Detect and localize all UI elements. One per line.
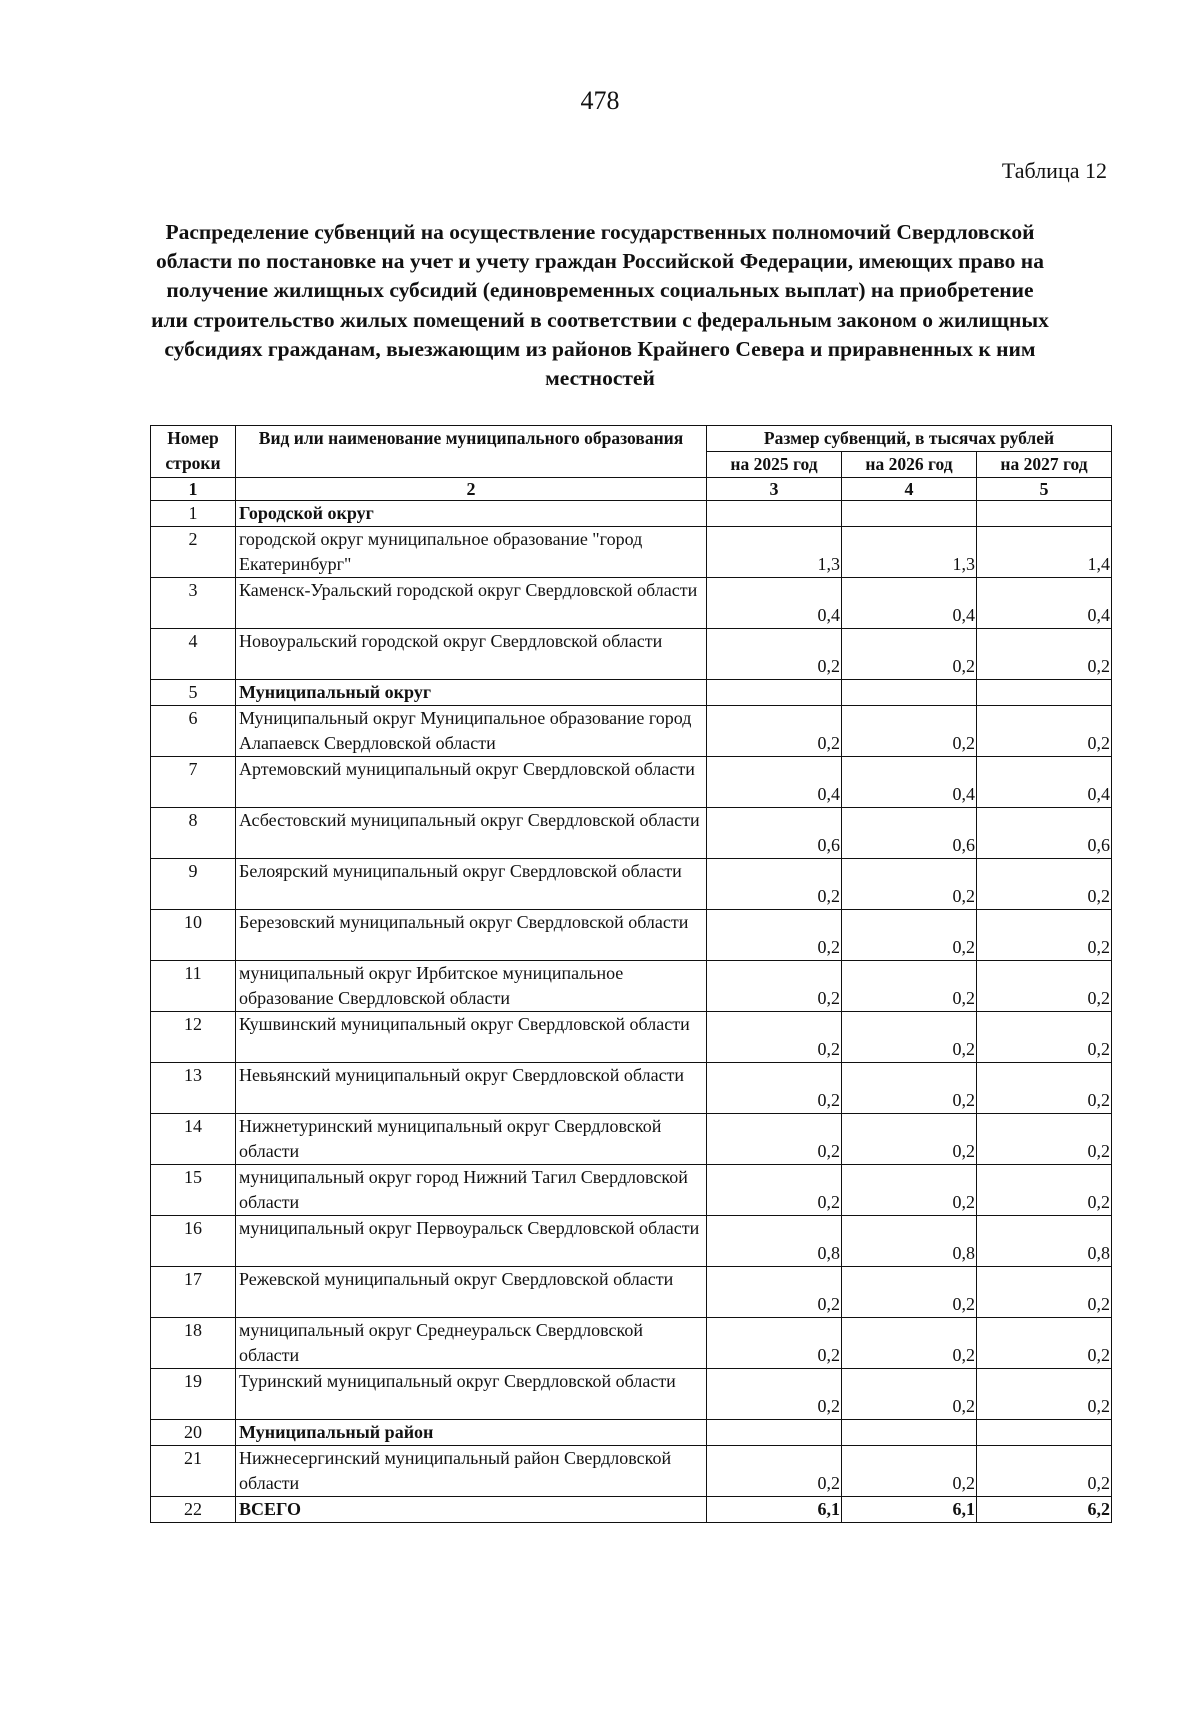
row-number: 1 <box>151 501 236 527</box>
municipality-name: Городской округ <box>236 501 707 527</box>
value-2025: 0,6 <box>707 808 842 859</box>
value-2025: 0,2 <box>707 706 842 757</box>
value-2025: 0,2 <box>707 1318 842 1369</box>
table-row <box>151 910 1112 961</box>
value-2027: 0,2 <box>977 1446 1112 1497</box>
municipality-name: Белоярский муниципальный округ Свердловской области <box>236 859 707 910</box>
row-number: 12 <box>151 1012 236 1063</box>
value-2026: 0,2 <box>842 1267 977 1318</box>
table-row <box>151 1267 1112 1318</box>
value-2027: 0,2 <box>977 1114 1112 1165</box>
header-row-number: Номер строки <box>151 426 236 478</box>
value-2025 <box>707 501 842 527</box>
row-number: 16 <box>151 1216 236 1267</box>
table-row <box>151 1012 1112 1063</box>
value-2027: 0,2 <box>977 1369 1112 1420</box>
table-row <box>151 757 1112 808</box>
table-row <box>151 808 1112 859</box>
row-number: 13 <box>151 1063 236 1114</box>
column-index-row <box>151 478 1112 501</box>
value-2026: 0,2 <box>842 1165 977 1216</box>
value-2026 <box>842 501 977 527</box>
row-number: 11 <box>151 961 236 1012</box>
value-2026: 1,3 <box>842 527 977 578</box>
value-2026: 0,2 <box>842 1114 977 1165</box>
value-2027: 0,4 <box>977 578 1112 629</box>
table-row <box>151 578 1112 629</box>
value-2025: 0,2 <box>707 1012 842 1063</box>
header-year-2026: на 2026 год <box>842 452 977 478</box>
value-2027: 0,2 <box>977 859 1112 910</box>
row-number: 14 <box>151 1114 236 1165</box>
section-row <box>151 680 1112 706</box>
value-2027: 0,8 <box>977 1216 1112 1267</box>
value-2026: 0,2 <box>842 1063 977 1114</box>
value-2026: 0,2 <box>842 859 977 910</box>
value-2026: 0,2 <box>842 961 977 1012</box>
table-row <box>151 961 1112 1012</box>
value-2025: 0,2 <box>707 1369 842 1420</box>
value-2027: 1,4 <box>977 527 1112 578</box>
value-2025: 1,3 <box>707 527 842 578</box>
value-2027: 0,2 <box>977 629 1112 680</box>
table-row <box>151 1063 1112 1114</box>
table-row <box>151 1446 1112 1497</box>
section-row <box>151 1420 1112 1446</box>
table-row <box>151 1369 1112 1420</box>
value-2026: 0,2 <box>842 910 977 961</box>
subvention-table <box>150 425 1112 1523</box>
row-number: 21 <box>151 1446 236 1497</box>
value-2026: 6,1 <box>842 1497 977 1523</box>
value-2027: 0,6 <box>977 808 1112 859</box>
table-row <box>151 1165 1112 1216</box>
municipality-name: муниципальный округ Среднеуральск Свердловской области <box>236 1318 707 1369</box>
header-name: Вид или наименование муниципального образования <box>236 426 707 478</box>
row-number: 17 <box>151 1267 236 1318</box>
value-2026: 0,2 <box>842 1369 977 1420</box>
value-2025: 0,2 <box>707 1446 842 1497</box>
municipality-name: Артемовский муниципальный округ Свердловской области <box>236 757 707 808</box>
municipality-name: Кушвинский муниципальный округ Свердловской области <box>236 1012 707 1063</box>
value-2027 <box>977 501 1112 527</box>
column-index: 4 <box>842 478 977 501</box>
value-2025: 0,2 <box>707 1063 842 1114</box>
column-index: 2 <box>236 478 707 501</box>
value-2027: 0,2 <box>977 1012 1112 1063</box>
section-row <box>151 501 1112 527</box>
page-number: 478 <box>580 86 620 115</box>
value-2026: 0,2 <box>842 1012 977 1063</box>
value-2027: 0,2 <box>977 1063 1112 1114</box>
municipality-name: Асбестовский муниципальный округ Свердловской области <box>236 808 707 859</box>
municipality-name: Муниципальный район <box>236 1420 707 1446</box>
municipality-name: Муниципальный округ <box>236 680 707 706</box>
row-number: 2 <box>151 527 236 578</box>
value-2025: 0,2 <box>707 1114 842 1165</box>
value-2026: 0,4 <box>842 578 977 629</box>
value-2027: 0,2 <box>977 1318 1112 1369</box>
municipality-name: городской округ муниципальное образование "город Екатеринбург" <box>236 527 707 578</box>
municipality-name: Нижнетуринский муниципальный округ Свердловской области <box>236 1114 707 1165</box>
value-2027: 0,2 <box>977 910 1112 961</box>
header-year-2027: на 2027 год <box>977 452 1112 478</box>
value-2027: 0,2 <box>977 961 1112 1012</box>
municipality-name: Режевской муниципальный округ Свердловской области <box>236 1267 707 1318</box>
value-2026: 0,2 <box>842 1318 977 1369</box>
total-row <box>151 1497 1112 1523</box>
municipality-name: муниципальный округ Ирбитское муниципальное образование Свердловской области <box>236 961 707 1012</box>
value-2025: 0,4 <box>707 578 842 629</box>
value-2027: 0,2 <box>977 1267 1112 1318</box>
value-2025: 6,1 <box>707 1497 842 1523</box>
value-2027: 0,2 <box>977 1165 1112 1216</box>
document-title: Распределение субвенций на осуществление государственных полномочий Свердловской области по постановке на учет и учету граждан Российской Федерации, имеющих право на получение жилищных субсидий (единовременных социальных выплат) на приобретение или строительство жилых помещений в соответствии с федеральным законом о жилищных субсидиях гражданам, выезжающим из районов Крайнего Севера и приравненных к ним местностей <box>151 220 1049 391</box>
table-row <box>151 859 1112 910</box>
value-2025: 0,2 <box>707 961 842 1012</box>
row-number: 6 <box>151 706 236 757</box>
column-index: 5 <box>977 478 1112 501</box>
value-2026: 0,2 <box>842 706 977 757</box>
value-2025: 0,2 <box>707 859 842 910</box>
value-2026: 0,6 <box>842 808 977 859</box>
municipality-name: Нижнесергинский муниципальный район Свердловской области <box>236 1446 707 1497</box>
row-number: 5 <box>151 680 236 706</box>
column-index: 3 <box>707 478 842 501</box>
value-2026 <box>842 1420 977 1446</box>
municipality-name: ВСЕГО <box>236 1497 707 1523</box>
value-2025: 0,8 <box>707 1216 842 1267</box>
row-number: 7 <box>151 757 236 808</box>
value-2026: 0,2 <box>842 1446 977 1497</box>
municipality-name: Муниципальный округ Муниципальное образование город Алапаевск Свердловской области <box>236 706 707 757</box>
row-number: 4 <box>151 629 236 680</box>
header-amount-group: Размер субвенций, в тысячах рублей <box>707 426 1112 452</box>
row-number: 8 <box>151 808 236 859</box>
value-2027: 0,4 <box>977 757 1112 808</box>
value-2026: 0,2 <box>842 629 977 680</box>
value-2027: 6,2 <box>977 1497 1112 1523</box>
row-number: 22 <box>151 1497 236 1523</box>
value-2027 <box>977 680 1112 706</box>
value-2027: 0,2 <box>977 706 1112 757</box>
value-2026: 0,8 <box>842 1216 977 1267</box>
value-2025: 0,2 <box>707 910 842 961</box>
municipality-name: Березовский муниципальный округ Свердловской области <box>236 910 707 961</box>
value-2025 <box>707 1420 842 1446</box>
row-number: 15 <box>151 1165 236 1216</box>
value-2025: 0,2 <box>707 1165 842 1216</box>
municipality-name: муниципальный округ Первоуральск Свердловской области <box>236 1216 707 1267</box>
table-row <box>151 629 1112 680</box>
row-number: 3 <box>151 578 236 629</box>
value-2026 <box>842 680 977 706</box>
column-index: 1 <box>151 478 236 501</box>
value-2026: 0,4 <box>842 757 977 808</box>
value-2025: 0,2 <box>707 629 842 680</box>
header-year-2025: на 2025 год <box>707 452 842 478</box>
table-row <box>151 1114 1112 1165</box>
municipality-name: муниципальный округ город Нижний Тагил Свердловской области <box>236 1165 707 1216</box>
header-row <box>151 426 1112 452</box>
table-row <box>151 706 1112 757</box>
municipality-name: Туринский муниципальный округ Свердловской области <box>236 1369 707 1420</box>
table-row <box>151 1216 1112 1267</box>
table-row <box>151 1318 1112 1369</box>
row-number: 18 <box>151 1318 236 1369</box>
value-2027 <box>977 1420 1112 1446</box>
value-2025: 0,2 <box>707 1267 842 1318</box>
value-2025 <box>707 680 842 706</box>
municipality-name: Новоуральский городской округ Свердловской области <box>236 629 707 680</box>
row-number: 20 <box>151 1420 236 1446</box>
row-number: 9 <box>151 859 236 910</box>
value-2025: 0,4 <box>707 757 842 808</box>
row-number: 10 <box>151 910 236 961</box>
row-number: 19 <box>151 1369 236 1420</box>
table-row <box>151 527 1112 578</box>
municipality-name: Невьянский муниципальный округ Свердловской области <box>236 1063 707 1114</box>
table-label: Таблица 12 <box>1001 158 1107 183</box>
municipality-name: Каменск-Уральский городской округ Свердловской области <box>236 578 707 629</box>
